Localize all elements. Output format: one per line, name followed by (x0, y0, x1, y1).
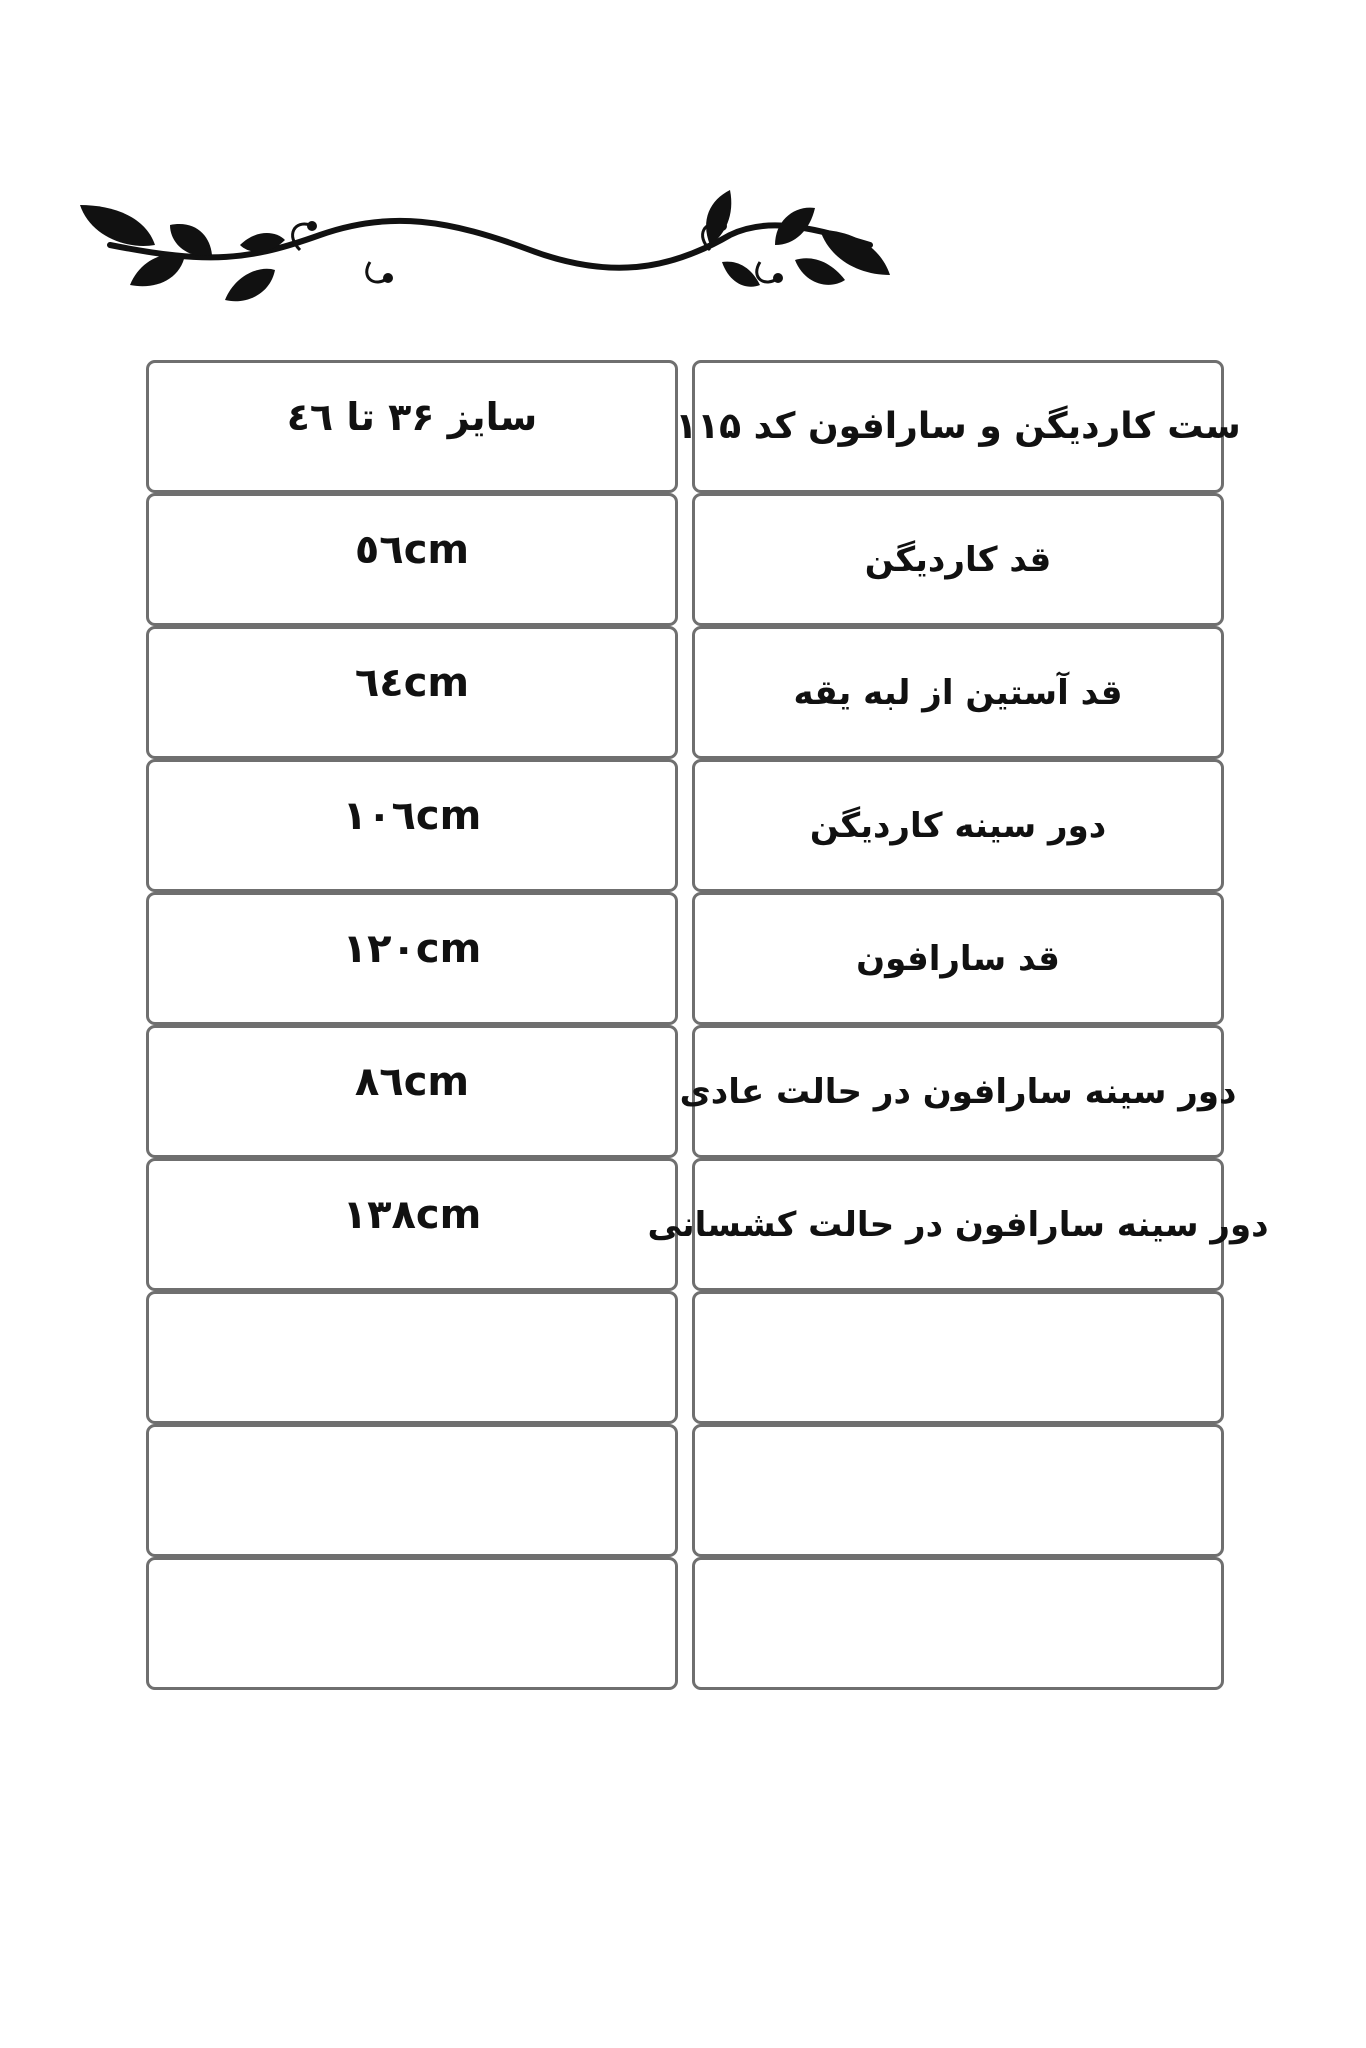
measurement-value: ۸٦cm (354, 1058, 470, 1105)
measurement-label: دور سینه سارافون در حالت عادی (679, 1071, 1237, 1112)
measurement-label: قد سارافون (856, 938, 1060, 979)
size-table (146, 360, 1269, 1690)
table-cell-value (146, 626, 678, 759)
measurement-value: ۱۳۸cm (342, 1191, 482, 1238)
measurement-label: دور سینه سارافون در حالت کشسانی (647, 1204, 1269, 1245)
table-cell-empty (146, 1557, 678, 1690)
measurement-value: ٥٦cm (354, 526, 470, 573)
table-cell-label (692, 892, 1224, 1025)
measurement-value: ۱۲۰cm (342, 925, 482, 972)
measurement-value: ۱۰٦cm (342, 792, 482, 839)
table-cell-label (692, 626, 1224, 759)
measurement-label: دور سینه کاردیگن (809, 805, 1107, 846)
table-cell-label (679, 1025, 1237, 1158)
table-cell-label (692, 493, 1224, 626)
table-cell-value (146, 1025, 678, 1158)
table-cell-label (647, 1158, 1269, 1291)
table-cell-label (692, 759, 1224, 892)
leaf-vine-divider-icon (70, 190, 900, 320)
table-cell-empty (692, 1557, 1224, 1690)
table-cell-empty (692, 1424, 1224, 1557)
product-title-text: ست کاردیگن و سارافون کد ۱۱۵ (675, 406, 1241, 447)
measurement-label: قد کاردیگن (864, 539, 1052, 580)
table-cell-empty (146, 1424, 678, 1557)
table-cell-value (146, 1158, 678, 1291)
table-cell-empty (146, 1291, 678, 1424)
measurement-label: قد آستین از لبه یقه (793, 672, 1123, 713)
table-cell-value (146, 759, 678, 892)
table-cell-label (675, 360, 1241, 493)
size-range-text: سایز ۳۶ تا ٤٦ (286, 394, 538, 439)
table-cell-value (146, 360, 678, 493)
table-cell-empty (692, 1291, 1224, 1424)
table-cell-value (146, 892, 678, 1025)
measurement-value: ٦٤cm (354, 659, 470, 706)
table-cell-value (146, 493, 678, 626)
